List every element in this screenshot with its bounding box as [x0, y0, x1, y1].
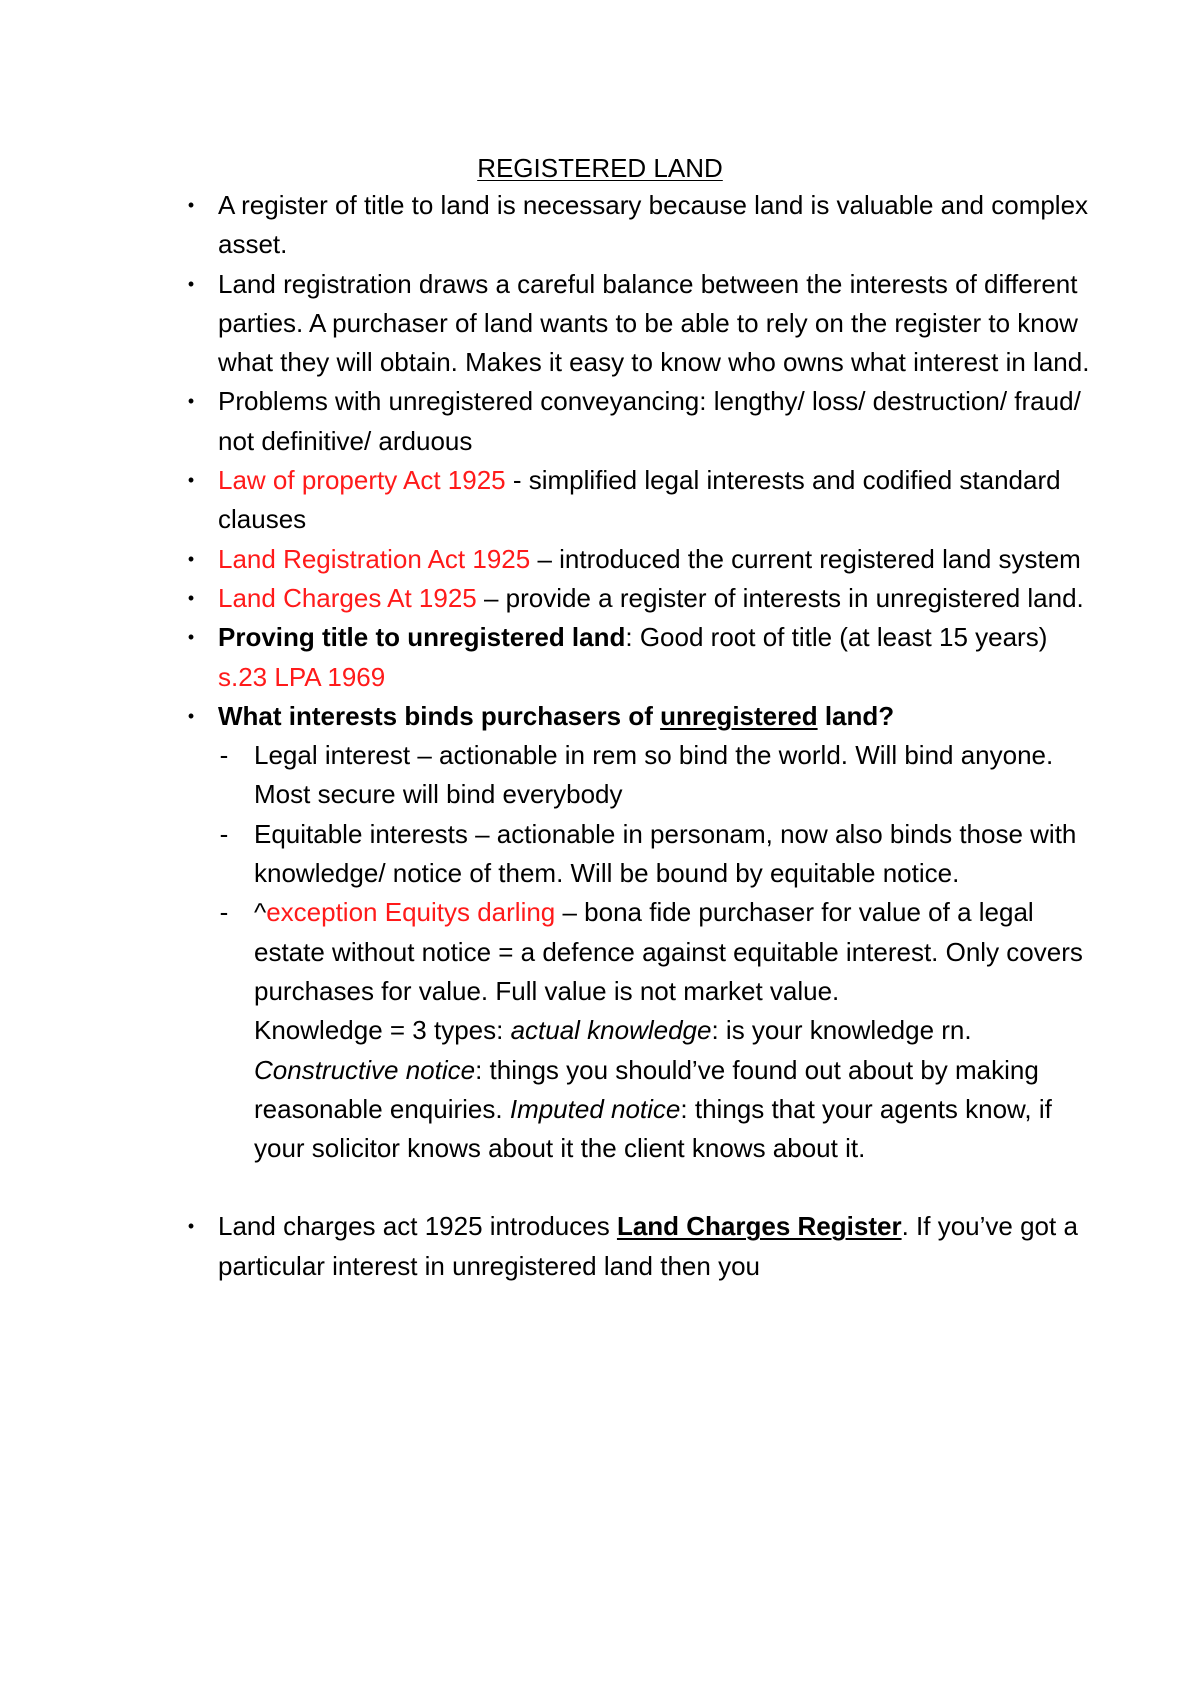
- bullet-item: [187, 461, 1098, 540]
- paragraph-gap: [218, 1168, 1098, 1207]
- bullet-text: Problems with unregistered conveyancing: lengthy/ loss/ destruction/ fraud/ not definitive/ arduous: [218, 386, 1081, 456]
- statute-name: Land Registration Act 1925: [218, 543, 531, 574]
- italic-term: actual knowledge: [510, 1015, 712, 1046]
- italic-term: Constructive notice: [254, 1054, 476, 1085]
- bullet-icon: •: [187, 627, 195, 648]
- knowledge-text: Knowledge = 3 types:: [254, 1015, 511, 1046]
- bullet-text: Land charges act 1925 introduces: [218, 1211, 617, 1242]
- bullet-icon: •: [187, 273, 195, 294]
- sub-text: Legal interest – actionable in rem so bind the world. Will bind anyone. Most secure will bind everybody: [254, 740, 1054, 810]
- sub-item: [219, 893, 1098, 1011]
- bullet-item: [187, 618, 1098, 697]
- bullet-text: . If you’ve got a particular interest in unregistered land then you: [218, 1211, 1078, 1281]
- bullet-item: [187, 697, 1098, 736]
- bullet-icon: •: [187, 391, 195, 412]
- bullet-item: [187, 265, 1098, 383]
- sub-text: Equitable interests – actionable in personam, now also binds those with knowledge/ notice of them. Will be bound by equitable notice.: [254, 818, 1077, 889]
- document-title: REGISTERED LAND: [477, 153, 723, 183]
- question-text: What interests binds purchasers of: [218, 700, 661, 731]
- bullet-item: [187, 1207, 1098, 1286]
- bullet-item: [187, 382, 1098, 461]
- statute-reference: s.23 LPA 1969: [218, 661, 386, 692]
- bullet-item: [187, 186, 1098, 265]
- underlined-term: unregistered: [660, 700, 818, 731]
- bullet-icon: •: [187, 705, 195, 726]
- italic-term: Imputed notice: [509, 1093, 681, 1124]
- question-heading: [218, 701, 894, 731]
- bullet-item: [187, 540, 1098, 579]
- knowledge-text: : is your knowledge rn.: [711, 1015, 972, 1046]
- bullet-icon: •: [187, 587, 195, 608]
- doctrine-name: exception Equitys darling: [266, 897, 556, 928]
- bullet-text: Land registration draws a careful balance between the interests of different parties. A purchaser of land wants to be able to rely on the register to know what they will obtain. Makes it easy to know who owns what interest in land.: [218, 268, 1090, 378]
- bullet-text: - simplified legal interests and codified standard clauses: [218, 465, 1061, 535]
- bullet-icon: •: [187, 195, 195, 215]
- sub-text: – bona fide purchaser for value of a legal estate without notice = a defence against equitable interest. Only covers purchases for value. Full value is not market value.: [254, 897, 1083, 1006]
- bullet-text: – provide a register of interests in unregistered land.: [476, 582, 1084, 613]
- caret-prefix: ^: [254, 897, 267, 928]
- bold-heading: Proving title to unregistered land: [218, 622, 626, 653]
- bullet-text: A register of title to land is necessary because land is valuable and complex asset.: [218, 190, 1089, 260]
- bullet-icon: •: [187, 548, 195, 569]
- bullet-item: [187, 579, 1098, 618]
- statute-name: Land Charges At 1925: [218, 582, 477, 613]
- bullet-text: : Good root of title (at least 15 years): [625, 622, 1048, 653]
- knowledge-text: : things you should’ve found out about by making reasonable enquiries.: [254, 1054, 1039, 1124]
- document-body: [187, 186, 1098, 1286]
- sub-item: [219, 815, 1098, 894]
- dash-icon: -: [219, 740, 229, 771]
- bullet-icon: •: [187, 1216, 195, 1237]
- statute-name: Law of property Act 1925: [218, 465, 506, 496]
- bullet-text: – introduced the current registered land system: [530, 543, 1081, 574]
- knowledge-paragraph: [254, 1011, 1098, 1168]
- dash-icon: -: [219, 818, 229, 849]
- dash-icon: -: [219, 897, 229, 928]
- knowledge-text: : things that your agents know, if your solicitor knows about it the client knows about it.: [254, 1093, 1052, 1164]
- question-text: land?: [817, 700, 895, 731]
- bullet-icon: •: [187, 470, 195, 491]
- sub-item: [219, 736, 1098, 815]
- register-name: Land Charges Register: [616, 1211, 902, 1242]
